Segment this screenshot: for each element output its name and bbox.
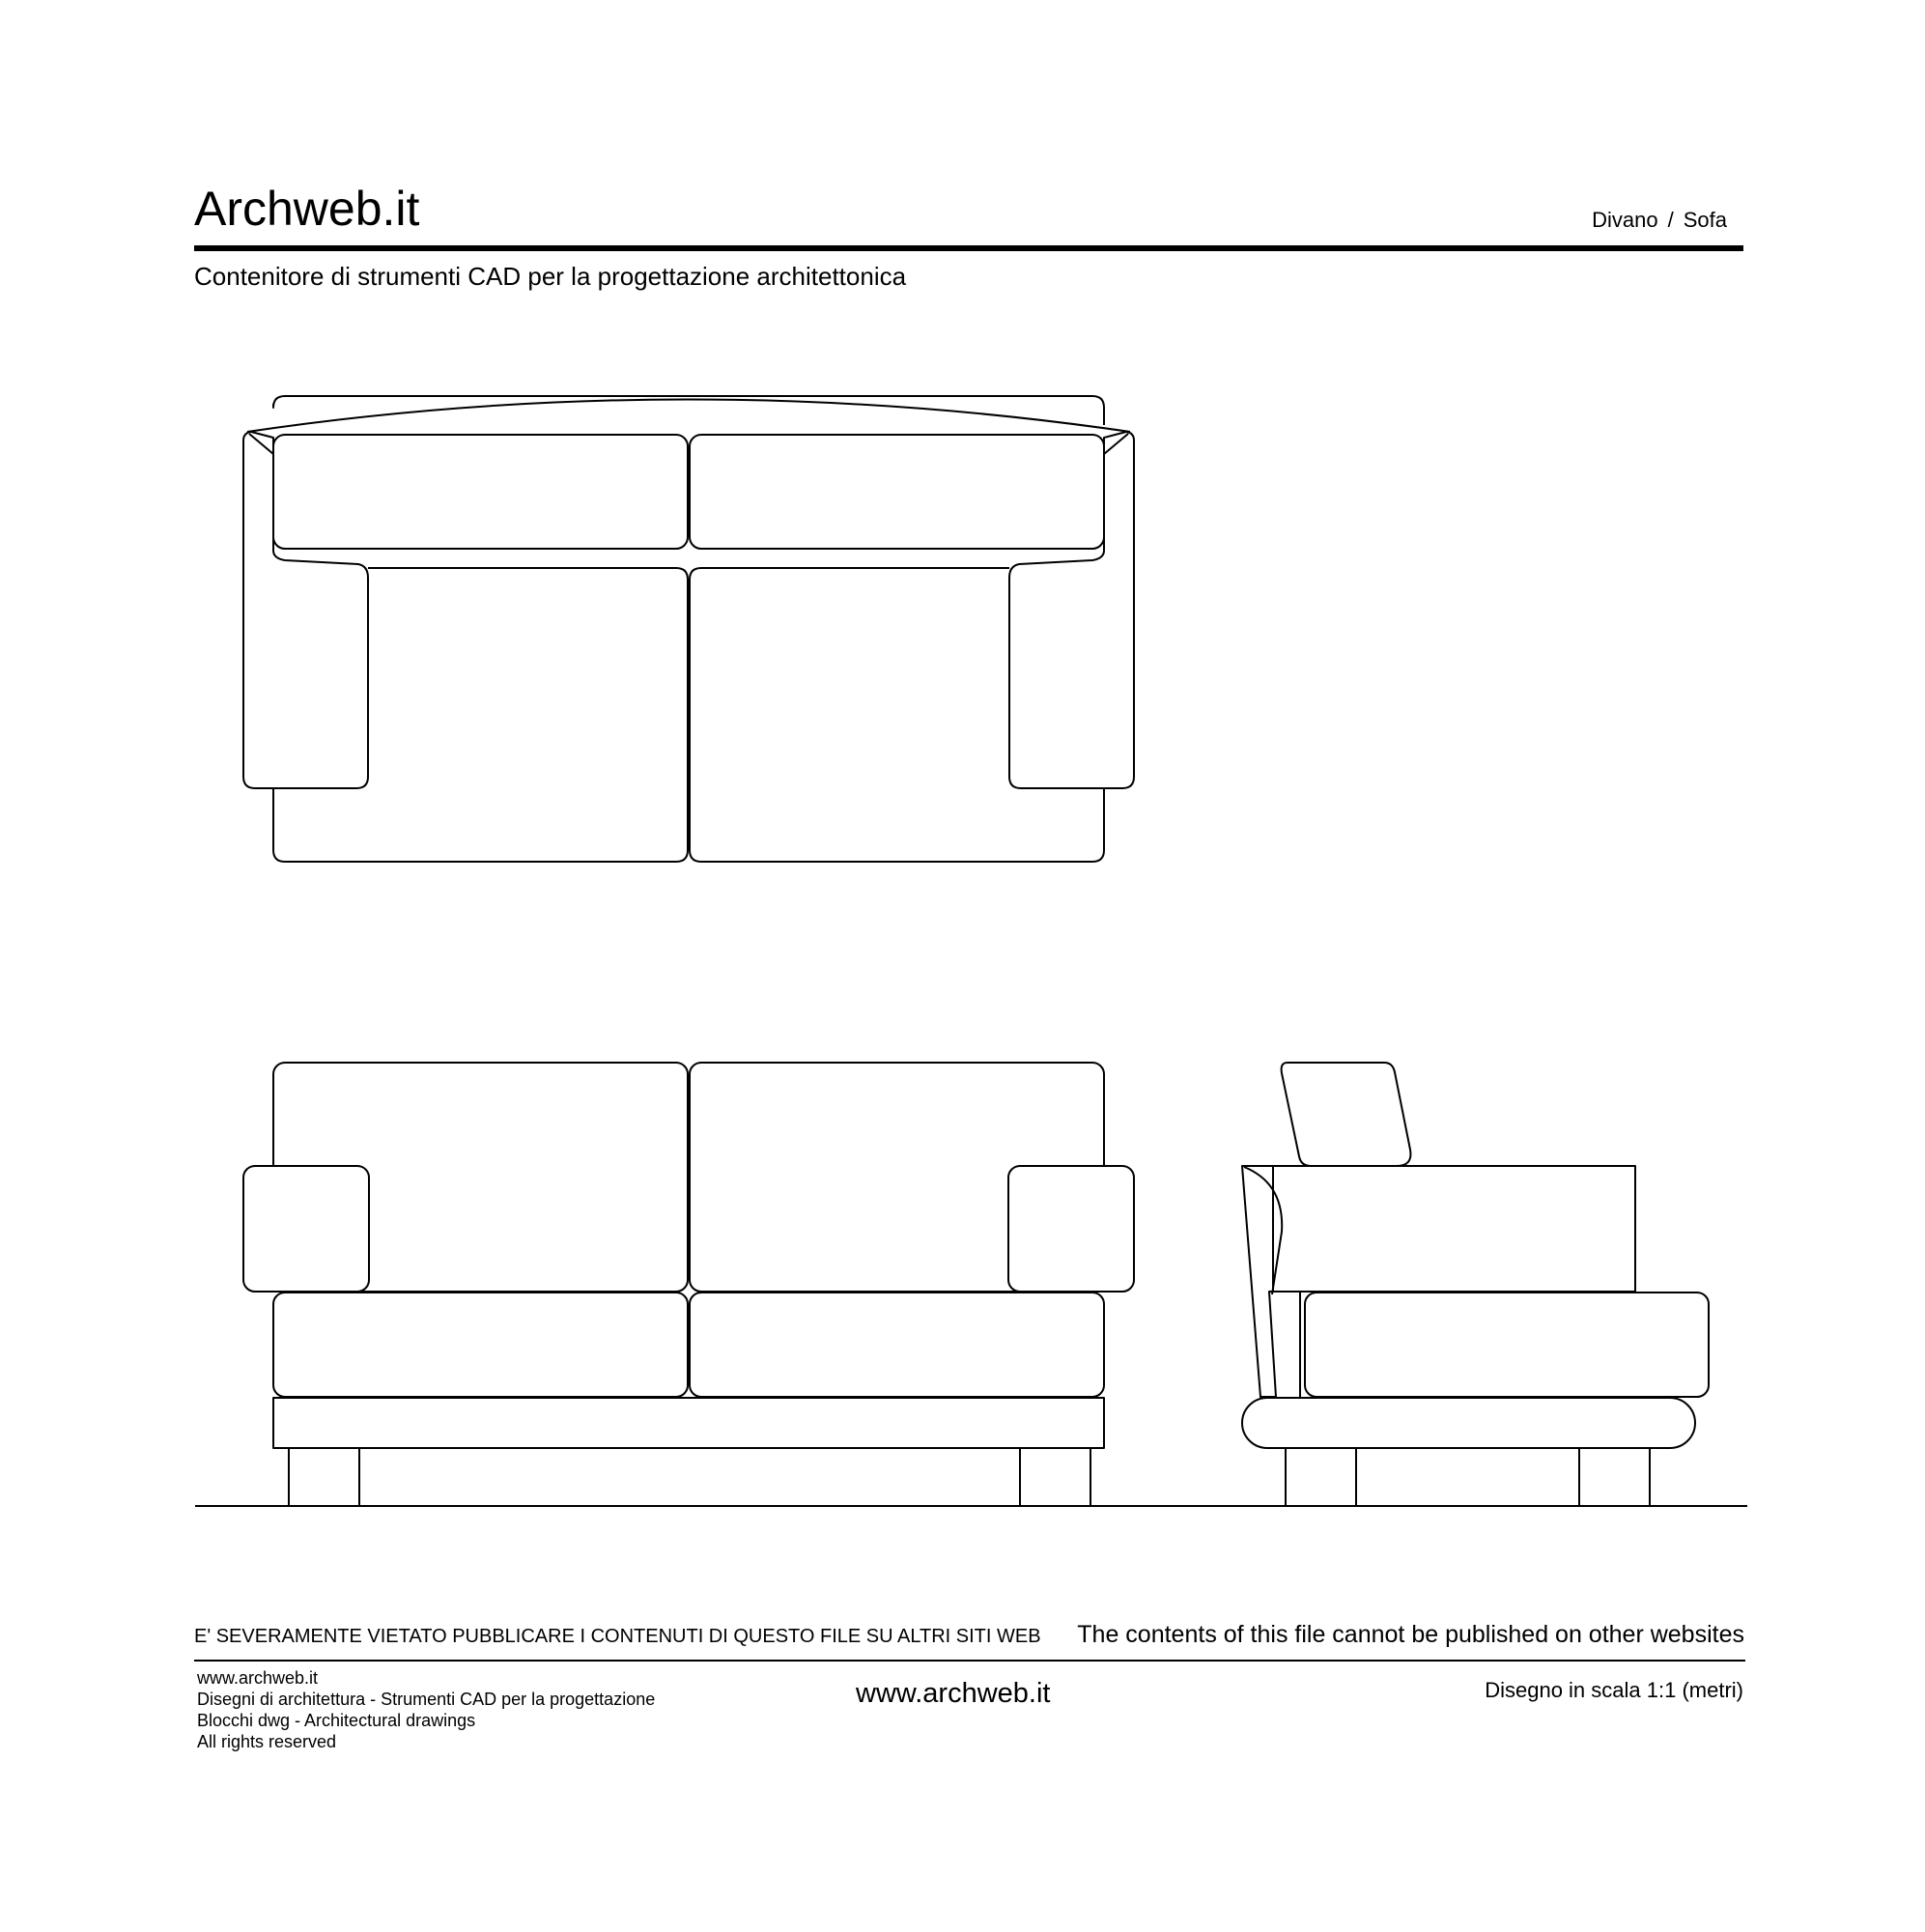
category-it: Divano bbox=[1592, 208, 1658, 232]
side-seat-cushion bbox=[1305, 1293, 1709, 1397]
plan-left-arm bbox=[243, 432, 368, 788]
front-seat-cushion-left bbox=[273, 1293, 688, 1397]
side-leg-right bbox=[1579, 1448, 1650, 1506]
warning-italian: E' SEVERAMENTE VIETATO PUBBLICARE I CONTENUTI DI QUESTO FILE SU ALTRI SITI WEB bbox=[194, 1626, 1041, 1647]
front-arm-left bbox=[243, 1166, 369, 1292]
footer-site-link[interactable]: www.archweb.it bbox=[856, 1678, 1051, 1709]
side-back-panel bbox=[1242, 1166, 1276, 1397]
front-base bbox=[273, 1398, 1104, 1448]
footer-credit-line: www.archweb.it bbox=[197, 1668, 319, 1688]
side-back-curve bbox=[1244, 1167, 1282, 1294]
plan-back-cushion-left bbox=[273, 435, 688, 549]
brand-title: Archweb.it bbox=[194, 182, 420, 236]
side-base bbox=[1242, 1398, 1695, 1448]
warning-english: The contents of this file cannot be published on other websites bbox=[1077, 1621, 1744, 1648]
side-back-block bbox=[1273, 1166, 1635, 1292]
footer-rule bbox=[194, 1660, 1745, 1662]
plan-back-curve bbox=[247, 400, 1130, 433]
plan-seat-cushion-right bbox=[690, 568, 1104, 862]
side-leg-left bbox=[1286, 1448, 1356, 1506]
footer-credit-line: Disegni di architettura - Strumenti CAD per la progettazione bbox=[197, 1690, 656, 1709]
footer-credit-line: Blocchi dwg - Architectural drawings bbox=[197, 1711, 476, 1730]
plan-right-arm bbox=[1009, 432, 1134, 788]
front-leg-right bbox=[1020, 1448, 1090, 1506]
side-headrest bbox=[1282, 1063, 1411, 1166]
subtitle: Contenitore di strumenti CAD per la progettazione architettonica bbox=[194, 262, 907, 291]
drawing-scale: Disegno in scala 1:1 (metri) bbox=[1485, 1678, 1743, 1702]
category-en: Sofa bbox=[1683, 208, 1727, 232]
footer-credit-line: All rights reserved bbox=[197, 1732, 337, 1751]
front-elevation bbox=[243, 1063, 1134, 1506]
plan-view bbox=[243, 396, 1134, 862]
plan-back-cushion-right bbox=[690, 435, 1104, 549]
footer-credits bbox=[197, 1667, 655, 1752]
front-leg-left bbox=[289, 1448, 359, 1506]
front-seat-cushion-right bbox=[690, 1293, 1104, 1397]
plan-seat-cushion-left bbox=[273, 568, 688, 862]
side-elevation bbox=[1242, 1063, 1709, 1506]
category-separator: / bbox=[1667, 208, 1674, 232]
front-arm-right bbox=[1008, 1166, 1134, 1292]
